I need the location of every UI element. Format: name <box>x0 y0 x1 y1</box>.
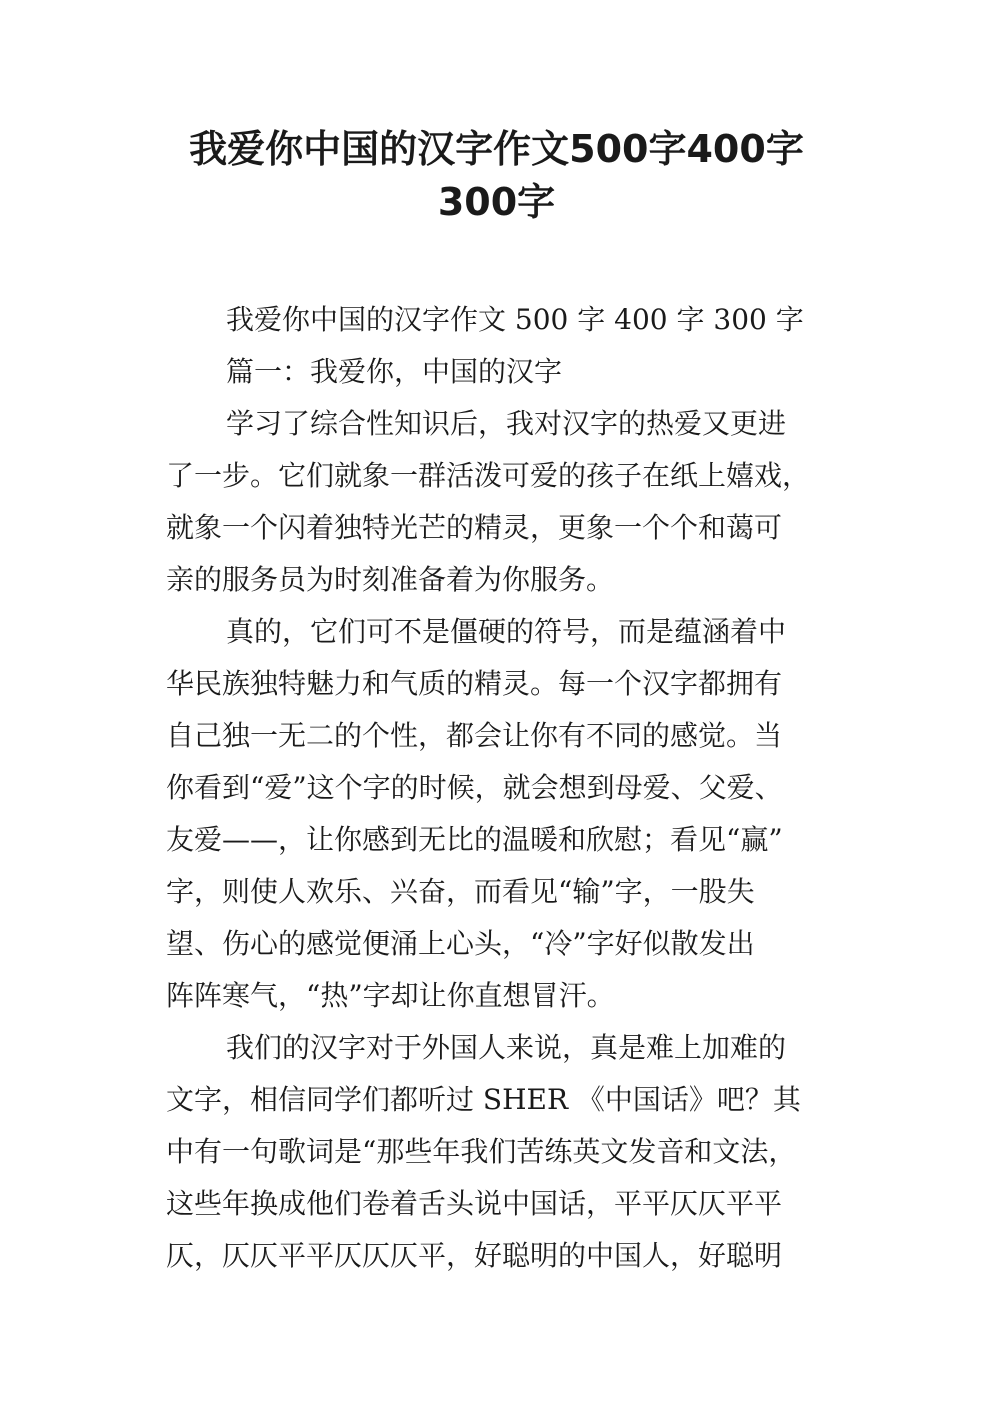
document-title-line-1: 我爱你中国的汉字作文500字400字 <box>189 127 804 171</box>
section-heading: 篇一：我爱你，中国的汉字 <box>226 355 563 388</box>
paragraph-2-line-2: 华民族独特魅力和气质的精灵。每一个汉字都拥有 <box>166 667 783 700</box>
paragraph-1-line-3: 就象一个闪着独特光芒的精灵，更象一个个和蔼可 <box>166 511 783 544</box>
paragraph-2-line-1: 真的，它们可不是僵硬的符号，而是蕴涵着中 <box>226 615 787 648</box>
paragraph-3-line-5: 仄，仄仄平平仄仄仄平，好聪明的中国人，好聪明 <box>166 1239 783 1272</box>
paragraph-3-line-2: 文字，相信同学们都听过 SHER 《中国话》吧？其 <box>166 1083 801 1116</box>
paragraph-2-line-6: 字，则使人欢乐、兴奋，而看见“输”字，一股失 <box>166 875 755 908</box>
paragraph-2-line-4: 你看到“爱”这个字的时候，就会想到母爱、父爱、 <box>166 771 783 804</box>
document-title-line-2: 300字 <box>437 180 556 224</box>
paragraph-1-line-2: 了一步。它们就象一群活泼可爱的孩子在纸上嬉戏， <box>166 459 811 492</box>
paragraph-2-line-8: 阵阵寒气，“热”字却让你直想冒汗。 <box>166 979 615 1012</box>
paragraph-2-line-5: 友爱——，让你感到无比的温暖和欣慰；看见“赢” <box>166 823 783 856</box>
paragraph-2-line-7: 望、伤心的感觉便涌上心头，“冷”字好似散发出 <box>166 927 755 960</box>
subtitle-line: 我爱你中国的汉字作文 500 字 400 字 300 字 <box>226 303 804 336</box>
paragraph-1-line-1: 学习了综合性知识后，我对汉字的热爱又更进 <box>226 407 787 440</box>
paragraph-3-line-4: 这些年换成他们卷着舌头说中国话，平平仄仄平平 <box>166 1187 783 1220</box>
paragraph-1-line-4: 亲的服务员为时刻准备着为你服务。 <box>166 563 615 596</box>
paragraph-3-line-3: 中有一句歌词是“那些年我们苦练英文发音和文法， <box>166 1135 797 1168</box>
paragraph-2-line-3: 自己独一无二的个性，都会让你有不同的感觉。当 <box>166 719 783 752</box>
paragraph-3-line-1: 我们的汉字对于外国人来说，真是难上加难的 <box>226 1031 787 1064</box>
